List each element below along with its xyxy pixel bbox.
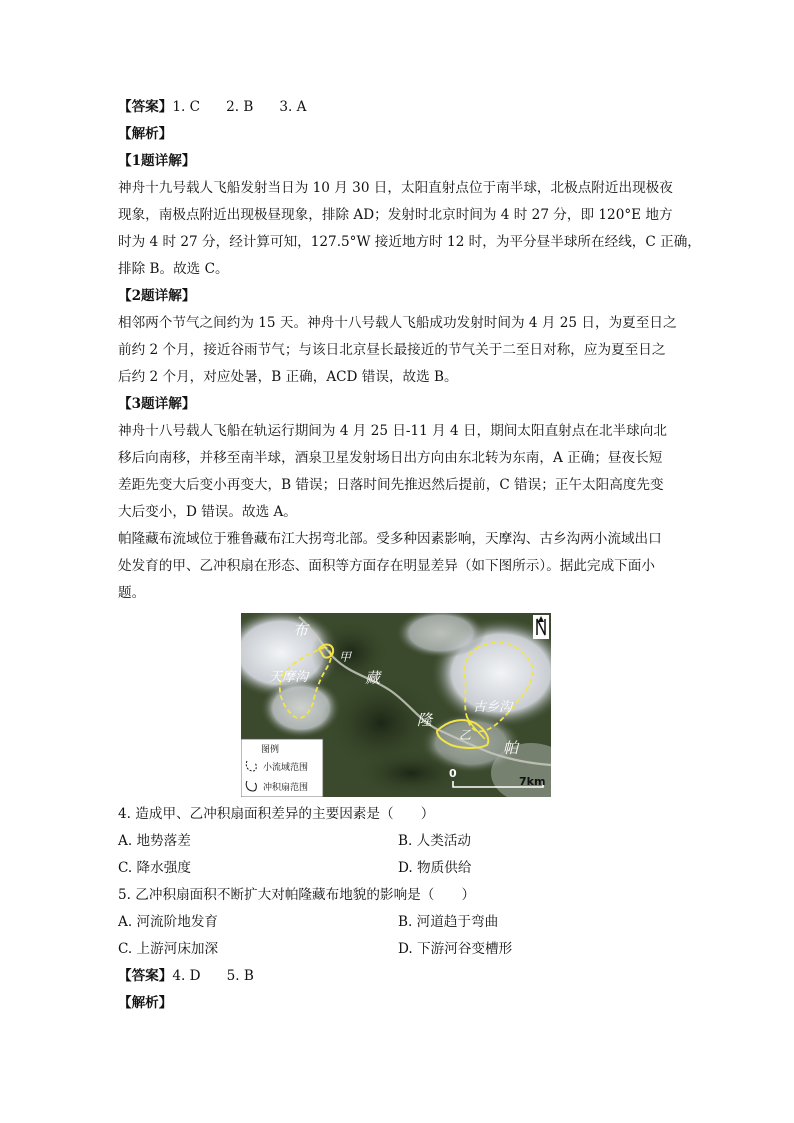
q4-stem: 4. 造成甲、乙冲积扇面积差异的主要因素是（ ） — [118, 806, 435, 822]
q1-text-line: 排除 B。故选 C。 — [118, 261, 229, 277]
legend-item-fan: 冲积扇范围 — [263, 783, 309, 793]
label-yi: 乙 — [459, 728, 472, 742]
q1-text-line: 现象，南极点附近出现极昼现象，排除 AD；发射时北京时间为 4 时 27 分，即 120°E 地方 — [118, 207, 673, 223]
label-long: 隆 — [417, 711, 433, 729]
q2-heading: 【2题详解】 — [118, 288, 196, 304]
q5-stem: 5. 乙冲积扇面积不断扩大对帕隆藏布地貌的影响是（ ） — [118, 887, 476, 903]
label-pa: 帕 — [503, 739, 519, 757]
q4-option-a: A. 地势落差 — [118, 833, 191, 849]
q3-text-line: 大后变小，D 错误。故选 A。 — [118, 504, 297, 520]
label-zang: 藏 — [365, 669, 381, 687]
q3-text-line: 神舟十八号载人飞船在轨运行期间为 4 月 25 日-11 月 4 日，期间太阳直射点在北半球向北 — [118, 423, 667, 439]
north-arrow-icon — [533, 615, 549, 639]
legend-item-catchment: 小流域范围 — [263, 763, 309, 773]
q5-option-a: A. 河流阶地发育 — [118, 914, 219, 930]
q4-option-d: D. 物质供给 — [398, 860, 472, 876]
label-guxiang: 古乡沟 — [473, 700, 513, 715]
q5-option-b: B. 河道趋于弯曲 — [398, 914, 499, 930]
q2-text-line: 前约 2 个月，接近谷雨节气；与该日北京昼长最接近的节气关于二至日对称，应为夏至日之 — [118, 342, 666, 358]
q1-text-line: 神舟十九号载人飞船发射当日为 10 月 30 日，太阳直射点位于南半球，北极点附近出现极夜 — [118, 180, 673, 196]
answer-item: 1. C — [172, 99, 201, 115]
document-page — [118, 94, 701, 1017]
q3-text-line: 移后向南移，并移至南半球，酒泉卫星发射场日出方向由东北转为东南，A 正确；昼夜长短 — [118, 450, 663, 466]
intro-text-line: 题。 — [118, 585, 146, 601]
q4-options-row-2 — [118, 855, 678, 882]
answer-item: 3. A — [279, 99, 307, 115]
answer-label: 【答案】 — [118, 968, 173, 984]
label-tianmo: 天摩沟 — [269, 670, 309, 685]
map-svg — [241, 613, 551, 797]
q5-options-row-1 — [118, 909, 678, 936]
scale-end: 7km — [519, 775, 546, 788]
q4-options-row-1 — [118, 828, 678, 855]
q1-text-line: 时为 4 时 27 分，经计算可知，127.5°W 接近地方时 12 时，为平分昼半球所在经线，C 正确， — [118, 234, 701, 250]
satellite-map-figure — [241, 613, 551, 797]
q4-option-c: C. 降水强度 — [118, 860, 191, 876]
q2-text-line: 后约 2 个月，对应处暑，B 正确，ACD 错误，故选 B。 — [118, 369, 458, 385]
q5-option-d: D. 下游河谷变槽形 — [398, 941, 513, 957]
label-bu: 布 — [293, 621, 309, 639]
label-jia: 甲 — [339, 650, 352, 664]
q4-option-b: B. 人类活动 — [398, 833, 472, 849]
legend-title: 图例 — [261, 745, 280, 755]
analysis-label: 【解析】 — [118, 995, 173, 1011]
q3-text-line: 差距先变大后变小再变大，B 错误；日落时间先推迟然后提前，C 错误；正午太阳高度先变 — [118, 477, 664, 493]
answer-item: 5. B — [226, 968, 254, 984]
analysis-label: 【解析】 — [118, 126, 173, 142]
answer-item: 4. D — [172, 968, 201, 984]
answer-label: 【答案】 — [118, 99, 173, 115]
scale-start: 0 — [449, 767, 457, 780]
answer-item: 2. B — [226, 99, 254, 115]
q1-heading: 【1题详解】 — [118, 153, 196, 169]
q3-heading: 【3题详解】 — [118, 396, 196, 412]
intro-text-line: 帕隆藏布流域位于雅鲁藏布江大拐弯北部。受多种因素影响，天摩沟、古乡沟两小流域出口 — [118, 531, 662, 547]
answer-line-2 — [118, 963, 678, 990]
q2-text-line: 相邻两个节气之间约为 15 天。神舟十八号载人飞船成功发射时间为 4 月 25 日，为夏至日之 — [118, 315, 677, 331]
answer-line-1 — [118, 94, 678, 121]
map-legend — [241, 739, 323, 797]
q5-options-row-2 — [118, 936, 678, 963]
intro-text-line: 处发育的甲、乙冲积扇在形态、面积等方面存在明显差异（如下图所示）。据此完成下面小 — [118, 558, 655, 574]
q5-option-c: C. 上游河床加深 — [118, 941, 219, 957]
